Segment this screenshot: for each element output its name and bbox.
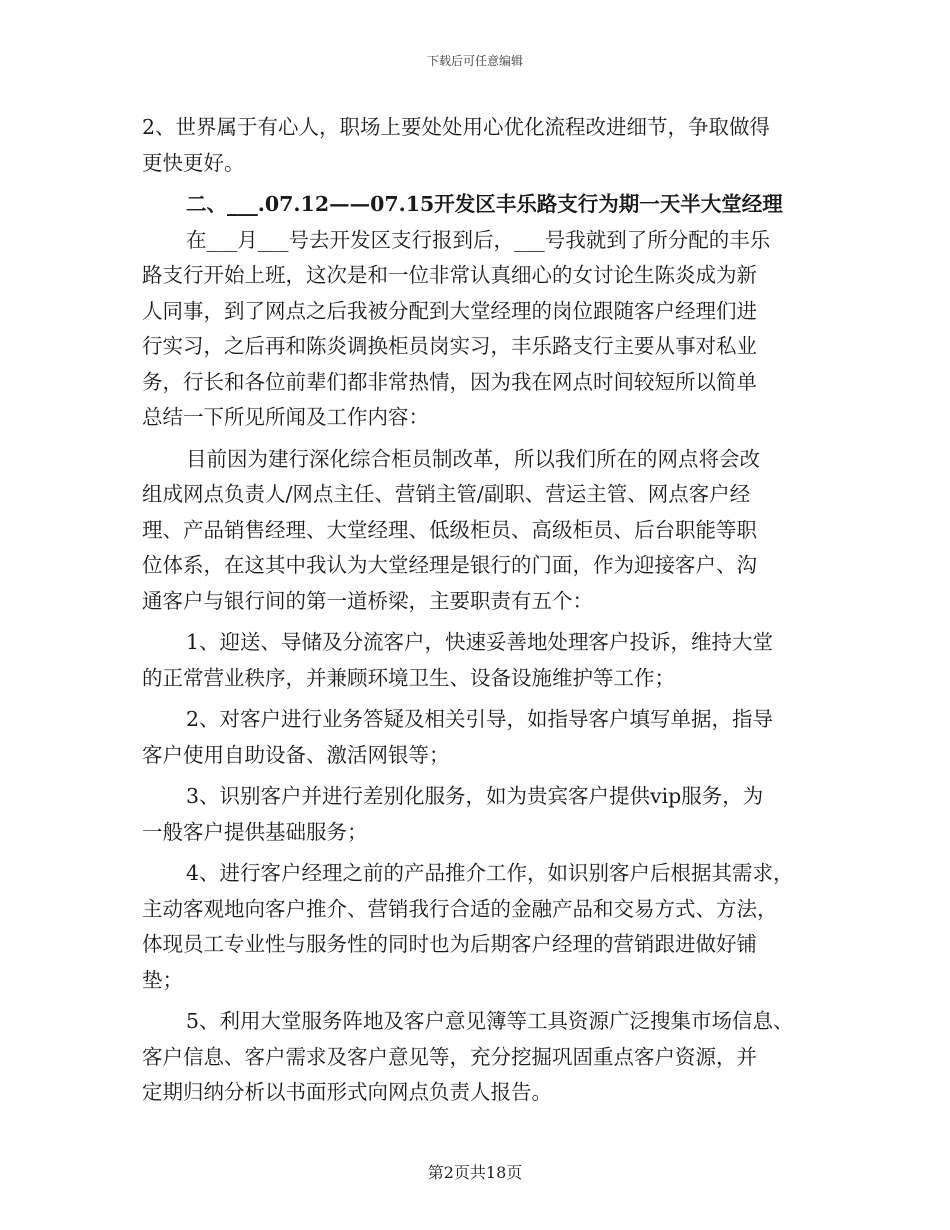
list-item-line: 5、利用大堂服务阵地及客户意见簿等工具资源广泛搜集市场信息、 [186, 1009, 794, 1033]
list-item-line: 1、迎送、导储及分流客户，快速妥善地处理客户投诉，维持大堂 [186, 630, 774, 654]
page-header-note: 下载后可任意编辑 [426, 54, 523, 68]
paragraph-line: 理、产品销售经理、大堂经理、低级柜员、高级柜员、后台职能等职 [142, 517, 757, 542]
list-item-line: 客户信息、客户需求及客户意见等，充分挖掘巩固重点客户资源，并 [142, 1044, 757, 1069]
list-item-line: 3、识别客户并进行差别化服务，如为贵宾客户提供vip服务，为 [186, 784, 764, 808]
list-item-line: 垫； [142, 967, 183, 992]
list-item-line: 客户使用自助设备、激活网银等； [142, 742, 450, 767]
paragraph-line: 位体系，在这其中我认为大堂经理是银行的门面，作为迎接客户、沟 [142, 553, 757, 577]
list-item-line: 体现员工专业性与服务性的同时也为后期客户经理的营销跟进做好铺 [142, 932, 757, 956]
paragraph-line: 人同事，到了网点之后我被分配到大堂经理的岗位跟随客户经理们进 [142, 298, 757, 323]
page-number: 第2页共18页 [427, 1163, 523, 1182]
paragraph-line: 行实习，之后再和陈炎调换柜员岗实习，丰乐路支行主要从事对私业 [142, 334, 757, 358]
paragraph-line: 2、世界属于有心人，职场上要处处用心优化流程改进细节，争取做得 [142, 115, 771, 139]
paragraph-line: 在___月___号去开发区支行报到后，___号我就到了所分配的丰乐 [186, 227, 771, 252]
list-item-line: 主动客观地向客户推介、营销我行合适的金融产品和交易方式、方法， [142, 896, 778, 921]
section-heading: 二、___.07.12——07.15开发区丰乐路支行为期一天半大堂经理 [186, 192, 783, 216]
list-item-line: 定期归纳分析以书面形式向网点负责人报告。 [142, 1080, 552, 1104]
paragraph-line: 务，行长和各位前辈们都非常热情，因为我在网点时间较短所以简单 [142, 369, 757, 394]
paragraph-line: 通客户与银行间的第一道桥梁，主要职责有五个： [142, 588, 593, 613]
list-item-line: 的正常营业秩序，并兼顾环境卫生、设备设施维护等工作； [142, 665, 675, 690]
paragraph-line: 更快更好。 [142, 150, 245, 175]
paragraph-line: 路支行开始上班，这次是和一位非常认真细心的女讨论生陈炎成为新 [142, 263, 757, 287]
list-item-line: 一般客户提供基础服务； [142, 819, 368, 844]
paragraph-line: 总结一下所见所闻及工作内容： [142, 405, 429, 429]
list-item-line: 4、进行客户经理之前的产品推介工作，如识别客户后根据其需求， [186, 861, 794, 885]
paragraph-line: 目前因为建行深化综合柜员制改革，所以我们所在的网点将会改 [186, 446, 760, 471]
paragraph-line: 组成网点负责人/网点主任、营销主管/副职、营运主管、网点客户经 [142, 482, 751, 506]
document-body [142, 110, 814, 1111]
list-item-line: 2、对客户进行业务答疑及相关引导，如指导客户填写单据，指导 [186, 707, 774, 731]
